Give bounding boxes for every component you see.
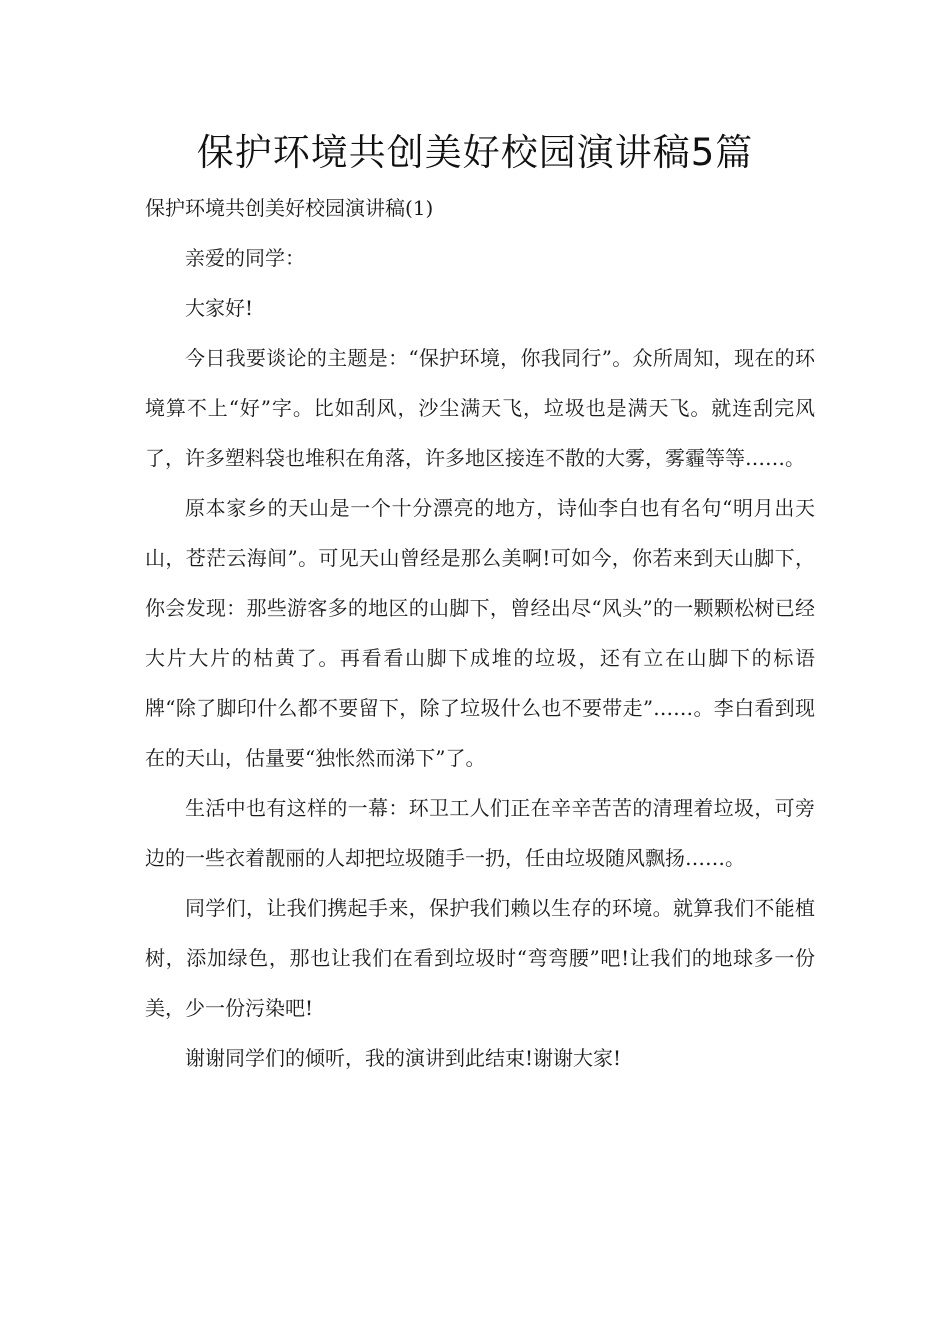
document-title: 保护环境共创美好校园演讲稿5篇	[196, 131, 754, 174]
greeting: 大家好!	[185, 296, 254, 320]
paragraph-tianshan: 原本家乡的天山是一个十分漂亮的地方，诗仙李白也有名句“明月出天山，苍茫云海间”。可见天山曾经是那么美啊!可如今，你若来到天山脚下，你会发现：那些游客多的地区的山脚下，曾经出尽“风头”的一颗颗松树已经大片大片的枯黄了。再看看山脚下成堆的垃圾，还有立在山脚下的标语牌“除了脚印什么都不要留下，除了垃圾什么也不要带走”……。李白看到现在的天山，估量要“独怅然而涕下”了。	[145, 496, 815, 770]
closing: 谢谢同学们的倾听，我的演讲到此结束!谢谢大家!	[185, 1046, 622, 1070]
salutation: 亲爱的同学：	[185, 246, 305, 270]
paragraph-call-to-action: 同学们，让我们携起手来，保护我们赖以生存的环境。就算我们不能植树，添加绿色，那也让我们在看到垃圾时“弯弯腰”吧!让我们的地球多一份美，少一份污染吧!	[145, 896, 815, 1020]
paragraph-daily-life: 生活中也有这样的一幕：环卫工人们正在辛辛苦苦的清理着垃圾，可旁边的一些衣着靓丽的人却把垃圾随手一扔，任由垃圾随风飘扬……。	[145, 796, 815, 870]
section-heading: 保护环境共创美好校园演讲稿(1)	[145, 196, 434, 220]
document-body	[145, 183, 815, 1083]
paragraph-intro: 今日我要谈论的主题是：“保护环境，你我同行”。众所周知，现在的环境算不上“好”字。比如刮风，沙尘满天飞，垃圾也是满天飞。就连刮完风了，许多塑料袋也堆积在角落，许多地区接连不散的大雾，雾霾等等……。	[145, 346, 815, 470]
